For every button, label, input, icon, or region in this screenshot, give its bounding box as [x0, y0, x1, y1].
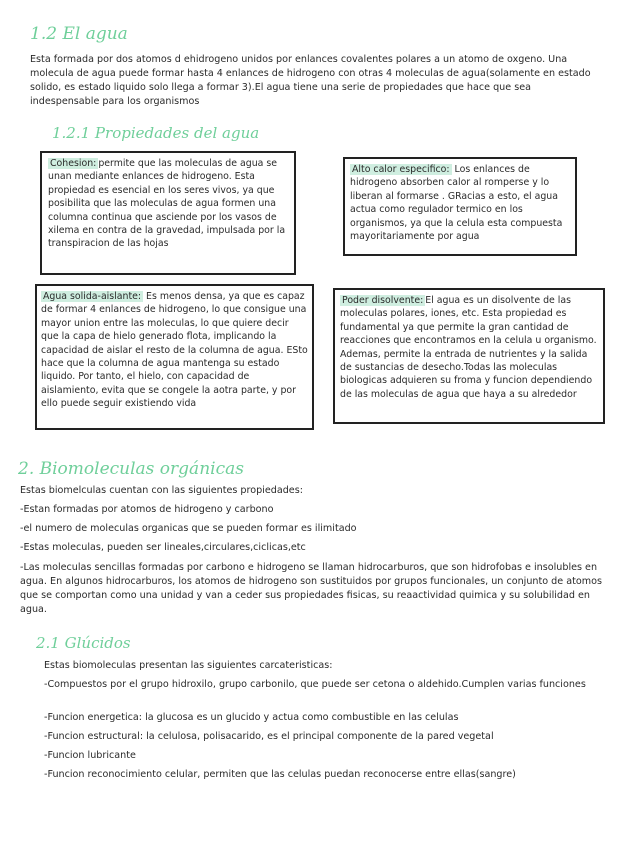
calor-especifico-box	[343, 157, 577, 256]
biomoleculas-item: -el numero de moleculas organicas que se pueden formar es ilimitado	[20, 523, 357, 534]
agua-solida-label: Agua solida-aislante:	[43, 291, 142, 302]
biomoleculas-item: -Estas moleculas, pueden ser lineales,circulares,ciclicas,etc	[20, 542, 306, 553]
section-title-glucidos: 2.1 Glúcidos	[36, 634, 131, 652]
hidrocarburos-paragraph: -Las moleculas sencillas formadas por carbono e hidrogeno se llaman hidrocarburos, que son hidrofobas e insolubles en agua. En algunos hidrocarburos, los atomos de hidrogeno son sustituidos por grupos funcionales, un conjunto de atomos que se comportan como una unidad y van a ceder sus propiedades fisicas, su reaactividad quimica y su solubilidad en agua.	[20, 562, 602, 615]
glucidos-intro: Estas biomoleculas presentan las siguientes carcateristicas:	[44, 660, 333, 671]
calor-especifico-text: Los enlances de hidrogeno absorben calor al romperse y lo liberan al formarse . GRacias a esto, el agua actua como regulador termico en los organismos, ya que la celula esta compuesta mayoritariamente por agua	[350, 164, 563, 243]
glucidos-item: -Funcion reconocimiento celular, permiten que las celulas puedan reconocerse entre ellas(sangre)	[44, 769, 516, 780]
poder-disolvente-label: Poder disolvente:	[342, 295, 424, 306]
glucidos-item: -Funcion lubricante	[44, 750, 136, 761]
cohesion-label: Cohesion:	[50, 158, 97, 169]
agua-solida-text: Es menos densa, ya que es capaz de formar 4 enlances de hidrogeno, lo que consigue una mayor union entre las moleculas, lo que quiere decir que la capa de hielo generado flota, implicando la capacidad de aislar el resto de la columna de agua. ESto hace que la columna de agua mantenga su estado liquido. Por tanto, el hielo, con capacidad de aislamiento, evita que se congele la aotra parte, y por ello puede seguir existiendo vida	[41, 291, 308, 410]
glucidos-item: -Compuestos por el grupo hidroxilo, grupo carbonilo, que puede ser cetona o aldehido.Cumplen varias funciones	[44, 679, 586, 690]
section-title-el-agua: 1.2 El agua	[30, 24, 128, 44]
biomoleculas-intro: Estas biomelculas cuentan con las siguientes propiedades:	[20, 485, 303, 496]
section-title-biomoleculas: 2. Biomoleculas orgánicas	[18, 459, 244, 479]
biomoleculas-item: -Estan formadas por atomos de hidrogeno y carbono	[20, 504, 274, 515]
el-agua-paragraph: Esta formada por dos atomos d ehidrogeno unidos por enlances covalentes polares a un atomo de oxgeno. Una molecula de agua puede formar hasta 4 enlances de hidrogeno con otras 4 moleculas de agua(solamente en estado solido, es estado liquido solo llega a formar 3).El agua tiene una serie de propiedades que hace que sea indespensable para los organismos	[30, 54, 591, 107]
cohesion-box	[40, 151, 296, 275]
agua-solida-box	[35, 284, 314, 430]
glucidos-item: -Funcion estructural: la celulosa, polisacarido, es el principal componente de la pared vegetal	[44, 731, 494, 742]
poder-disolvente-box	[333, 288, 605, 424]
poder-disolvente-text: El agua es un disolvente de las moleculas polares, iones, etc. Esta propiedad es fundamental ya que permite la gran cantidad de reacciones que encontramos en la celula u organismo. Ademas, permite la entrada de nutrientes y la salida de sustancias de desecho.Todas las moleculas biologicas adquieren su froma y funcion dependiendo de las moleculas de agua que haya a su alrededor	[340, 295, 597, 400]
cohesion-text: permite que las moleculas de agua se unan mediante enlances de hidrogeno. Esta propiedad es esencial en los seres vivos, ya que posibilita que las moleculas de agua formen una columna continua que asciende por los vasos de xilema en contra de la gravedad, impulsada por la transpiracion de las hojas	[48, 158, 286, 250]
section-title-propiedades-agua: 1.2.1 Propiedades del agua	[52, 124, 260, 142]
calor-especifico-label: Alto calor especifico:	[352, 164, 450, 175]
glucidos-item: -Funcion energetica: la glucosa es un glucido y actua como combustible en las celulas	[44, 712, 459, 723]
